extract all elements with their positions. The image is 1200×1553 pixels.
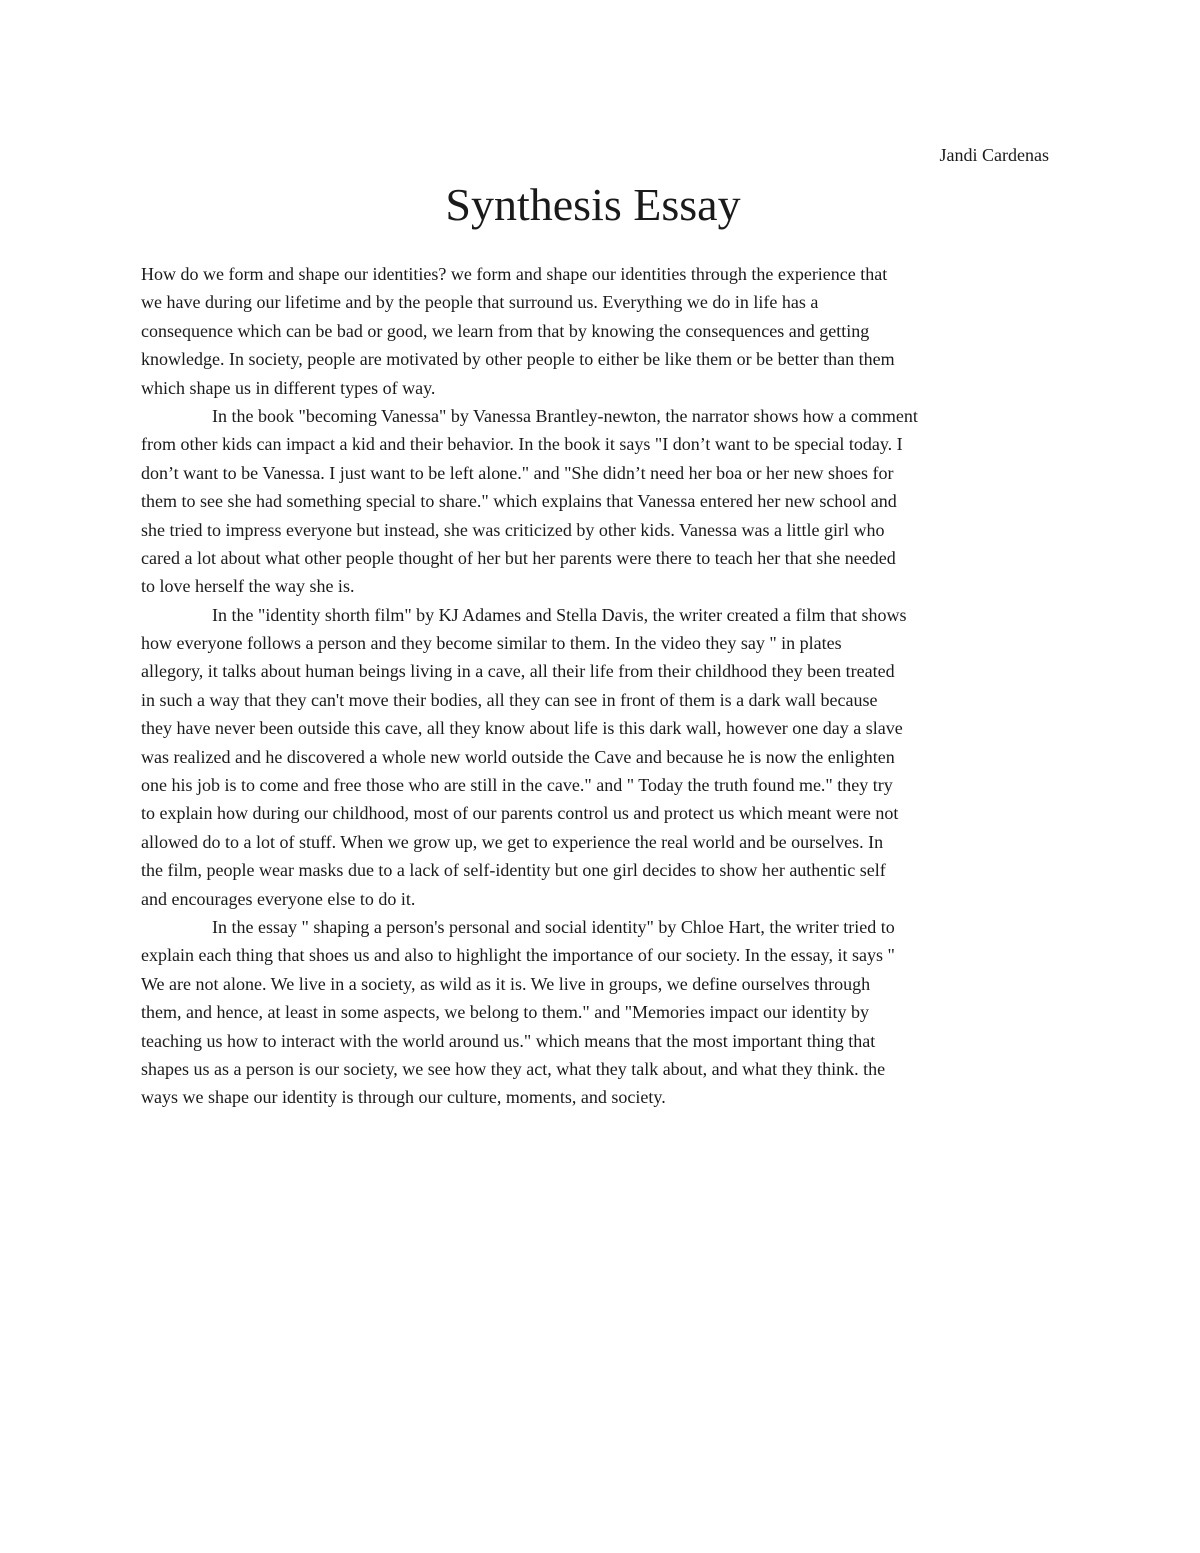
paragraph-line: she tried to impress everyone but instead, she was criticized by other kids. Vanessa was a little girl who (141, 519, 885, 540)
paragraph-line: how everyone follows a person and they become similar to them. In the video they say " in plates (141, 633, 842, 654)
paragraph-line: How do we form and shape our identities? we form and shape our identities through the experience that (141, 264, 888, 284)
paragraph-line: which shape us in different types of way. (141, 377, 436, 398)
paragraph-line: to explain how during our childhood, most of our parents control us and protect us which meant were not (141, 803, 899, 824)
paragraph-line: them, and hence, at least in some aspects, we belong to them." and "Memories impact our identity by (141, 1002, 870, 1023)
paragraph-line: we have during our lifetime and by the people that surround us. Everything we do in life has a (141, 292, 819, 313)
paragraph-line: ways we shape our identity is through our culture, moments, and society. (141, 1087, 666, 1108)
paragraph-line: to love herself the way she is. (141, 576, 355, 597)
author-name: Jandi Cardenas (939, 145, 1049, 165)
paragraph-line: allegory, it talks about human beings living in a cave, all their life from their childhood they been treated (141, 661, 895, 682)
paragraph-line: in such a way that they can't move their bodies, all they can see in front of them is a dark wall because (141, 689, 878, 710)
paragraph-line: don’t want to be Vanessa. I just want to be left alone." and "She didn’t need her boa or her new shoes for (141, 462, 894, 483)
paragraph-line: We are not alone. We live in a society, as wild as it is. We live in groups, we define ourselves through (141, 973, 871, 994)
paragraph-line: consequence which can be bad or good, we learn from that by knowing the consequences and getting (141, 320, 870, 341)
paragraph-line: cared a lot about what other people thought of her but her parents were there to teach her that she needed (141, 547, 896, 568)
paragraph-line: allowed do to a lot of stuff. When we grow up, we get to experience the real world and be ourselves. In (141, 831, 884, 852)
paragraph-line: knowledge. In society, people are motivated by other people to either be like them or be better than them (141, 349, 895, 370)
paragraph-line: In the book "becoming Vanessa" by Vanessa Brantley-newton, the narrator shows how a comment (212, 405, 918, 426)
paragraph-line: In the "identity shorth film" by KJ Adames and Stella Davis, the writer created a film that shows (212, 604, 907, 625)
paragraph-line: the film, people wear masks due to a lack of self-identity but one girl decides to show her authentic self (141, 860, 886, 881)
paragraph-line: and encourages everyone else to do it. (141, 888, 416, 909)
paragraph-line: In the essay " shaping a person's personal and social identity" by Chloe Hart, the writer tried to (212, 916, 895, 937)
paragraph-line: shapes us as a person is our society, we see how they act, what they talk about, and what they think. the (141, 1058, 886, 1079)
essay-paragraph (141, 260, 1081, 402)
paragraph-line: one his job is to come and free those who are still in the cave." and " Today the truth found me." they try (141, 775, 893, 796)
essay-body (141, 260, 1081, 1112)
paragraph-line: was realized and he discovered a whole new world outside the Cave and because he is now the enlighten (141, 746, 895, 767)
paragraph-line: they have never been outside this cave, all they know about life is this dark wall, however one day a slave (141, 718, 903, 739)
paragraph-line: explain each thing that shoes us and also to highlight the importance of our society. In the essay, it says " (141, 945, 895, 966)
paragraph-line: them to see she had something special to share." which explains that Vanessa entered her new school and (141, 491, 897, 512)
paragraph-line: from other kids can impact a kid and their behavior. In the book it says "I don’t want to be special today. I (141, 434, 903, 455)
document-title: Synthesis Essay (445, 179, 741, 230)
essay-paragraph (141, 601, 1081, 913)
essay-paragraph (141, 913, 1081, 1112)
essay-paragraph (141, 402, 1081, 601)
paragraph-line: teaching us how to interact with the world around us." which means that the most important thing that (141, 1030, 876, 1051)
